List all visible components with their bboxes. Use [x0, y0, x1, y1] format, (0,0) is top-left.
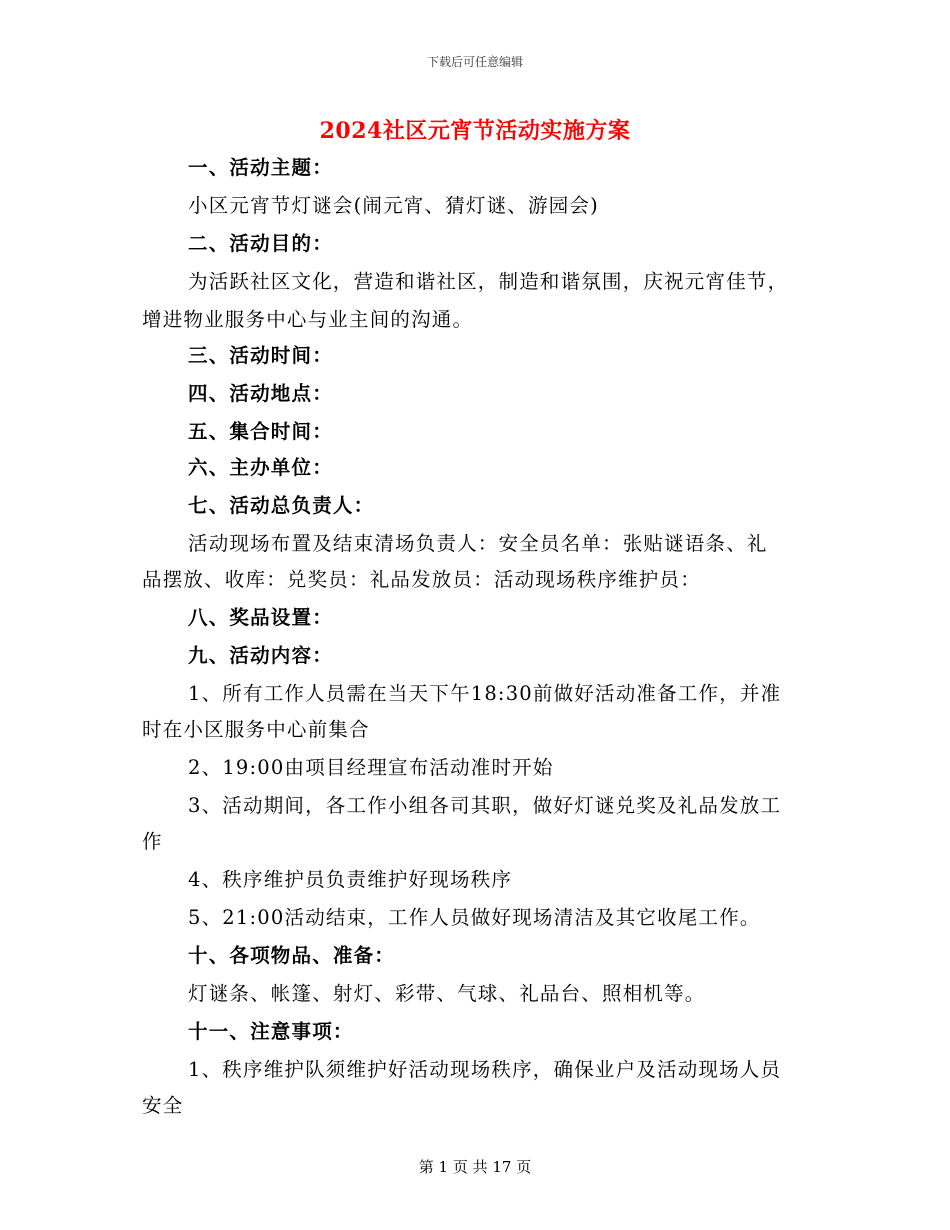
section-heading: 二、活动目的：: [188, 232, 333, 255]
body-paragraph-line: 5、21:00活动结束，工作人员做好现场清洁及其它收尾工作。: [188, 906, 761, 929]
section-heading: 五、集合时间：: [188, 420, 333, 443]
section-heading: 一、活动主题：: [188, 156, 333, 179]
section-heading: 九、活动内容：: [188, 644, 333, 667]
body-paragraph-line: 2、19:00由项目经理宣布活动准时开始: [188, 756, 554, 779]
section-heading: 八、奖品设置：: [188, 606, 333, 629]
body-paragraph-line: 作: [142, 830, 163, 853]
section-heading: 三、活动时间：: [188, 344, 333, 367]
body-paragraph-line: 增进物业服务中心与业主间的沟通。: [142, 308, 474, 331]
body-paragraph-line: 灯谜条、帐篷、射灯、彩带、气球、礼品台、照相机等。: [188, 982, 706, 1005]
section-heading: 四、活动地点：: [188, 382, 333, 405]
body-paragraph-line: 4、秩序维护员负责维护好现场秩序: [188, 868, 513, 891]
body-paragraph-line: 1、秩序维护队须维护好活动现场秩序，确保业户及活动现场人员: [188, 1058, 782, 1081]
document-title: 2024社区元宵节活动实施方案: [319, 118, 631, 144]
body-paragraph-line: 小区元宵节灯谜会(闹元宵、猜灯谜、游园会): [188, 194, 599, 217]
section-heading: 十一、注意事项：: [188, 1020, 354, 1043]
page-footer-note: 第 1 页 共 17 页: [418, 1158, 532, 1176]
section-heading: 六、主办单位：: [188, 456, 333, 479]
body-paragraph-line: 品摆放、收库：兑奖员：礼品发放员：活动现场秩序维护员：: [142, 568, 701, 591]
body-paragraph-line: 1、所有工作人员需在当天下午18:30前做好活动准备工作，并准: [188, 682, 782, 705]
section-heading: 七、活动总负责人：: [188, 494, 375, 517]
body-paragraph-line: 安全: [142, 1094, 184, 1117]
body-paragraph-line: 为活跃社区文化，营造和谐社区，制造和谐氛围，庆祝元宵佳节，: [188, 270, 789, 293]
body-paragraph-line: 3、活动期间，各工作小组各司其职，做好灯谜兑奖及礼品发放工: [188, 794, 782, 817]
body-paragraph-line: 时在小区服务中心前集合: [142, 718, 370, 741]
section-heading: 十、各项物品、准备：: [188, 944, 396, 967]
page-header-note: 下载后可任意编辑: [426, 55, 523, 69]
body-paragraph-line: 活动现场布置及结束清场负责人：安全员名单：张贴谜语条、礼: [188, 532, 768, 555]
